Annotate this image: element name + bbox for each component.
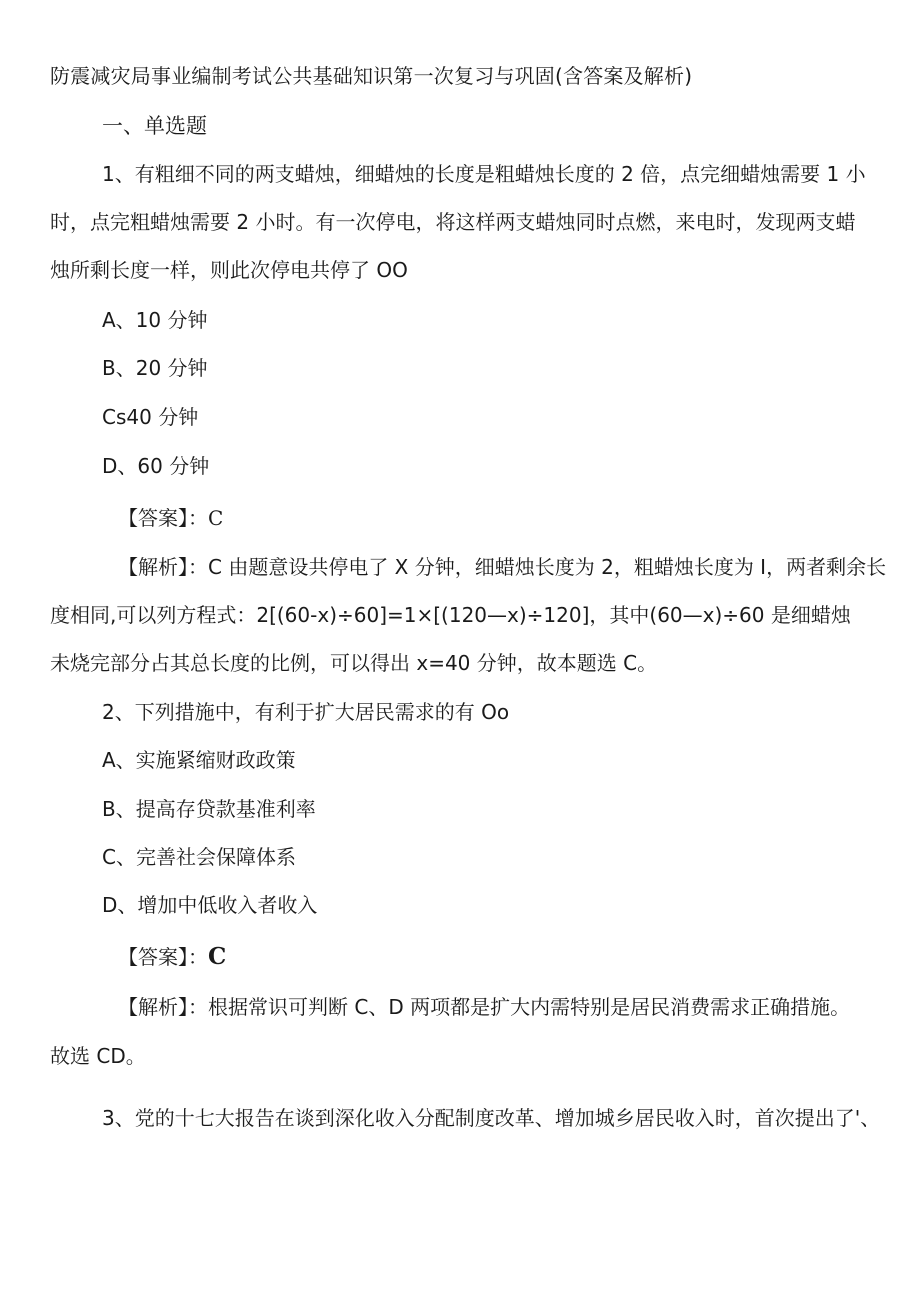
answer-label: 【答案】： (118, 945, 208, 969)
question-1-analysis-line-1: 【解析】：C 由题意设共停电了 X 分钟，细蜡烛长度为 2，粗蜡烛长度为 I，两者剩余长 (118, 555, 887, 579)
answer-value: C (208, 506, 224, 530)
question-1-line-1: 1、有粗细不同的两支蜡烛，细蜡烛的长度是粗蜡烛长度的 2 倍，点完细蜡烛需要 1 小 (102, 162, 866, 186)
question-1-line-2: 时，点完粗蜡烛需要 2 小时。有一次停电，将这样两支蜡烛同时点燃，来电时，发现两支蜡 (50, 210, 856, 234)
answer-label: 【答案】： (118, 506, 208, 530)
answer-value: C (208, 943, 227, 970)
question-1-option-a: A、10 分钟 (102, 308, 208, 332)
question-2-option-d: D、增加中低收入者收入 (102, 893, 318, 917)
question-1-option-b: B、20 分钟 (102, 356, 208, 380)
question-2-analysis-line-1: 【解析】：根据常识可判断 C、D 两项都是扩大内需特别是居民消费需求正确措施。 (118, 995, 851, 1019)
question-3-line-1: 3、党的十七大报告在谈到深化收入分配制度改革、增加城乡居民收入时，首次提出了'、 (102, 1106, 881, 1130)
question-2-line-1: 2、下列措施中，有利于扩大居民需求的有 Oo (102, 700, 510, 724)
question-1-option-d: D、60 分钟 (102, 454, 210, 478)
question-2-option-b: B、提高存贷款基准利率 (102, 797, 316, 821)
question-1-analysis-line-3: 未烧完部分占其总长度的比例，可以得出 x=40 分钟，故本题选 C。 (50, 651, 658, 675)
question-2-option-a: A、实施紧缩财政政策 (102, 748, 296, 772)
question-2-option-c: C、完善社会保障体系 (102, 845, 296, 869)
question-2-analysis-line-2: 故选 CD。 (50, 1044, 146, 1068)
question-1-answer (118, 504, 223, 532)
question-1-line-3: 烛所剩长度一样，则此次停电共停了 OO (50, 258, 408, 282)
question-1-option-c: Cs40 分钟 (102, 405, 199, 429)
question-1-analysis-line-2: 度相同,可以列方程式：2[(60-x)÷60]=1×[(120—x)÷120]，其中(60—x)÷60 是细蜡烛 (50, 603, 851, 627)
question-2-answer (118, 943, 226, 971)
document-title: 防震减灾局事业编制考试公共基础知识第一次复习与巩固(含答案及解析) (50, 64, 693, 88)
section-heading: 一、单选题 (102, 114, 207, 138)
